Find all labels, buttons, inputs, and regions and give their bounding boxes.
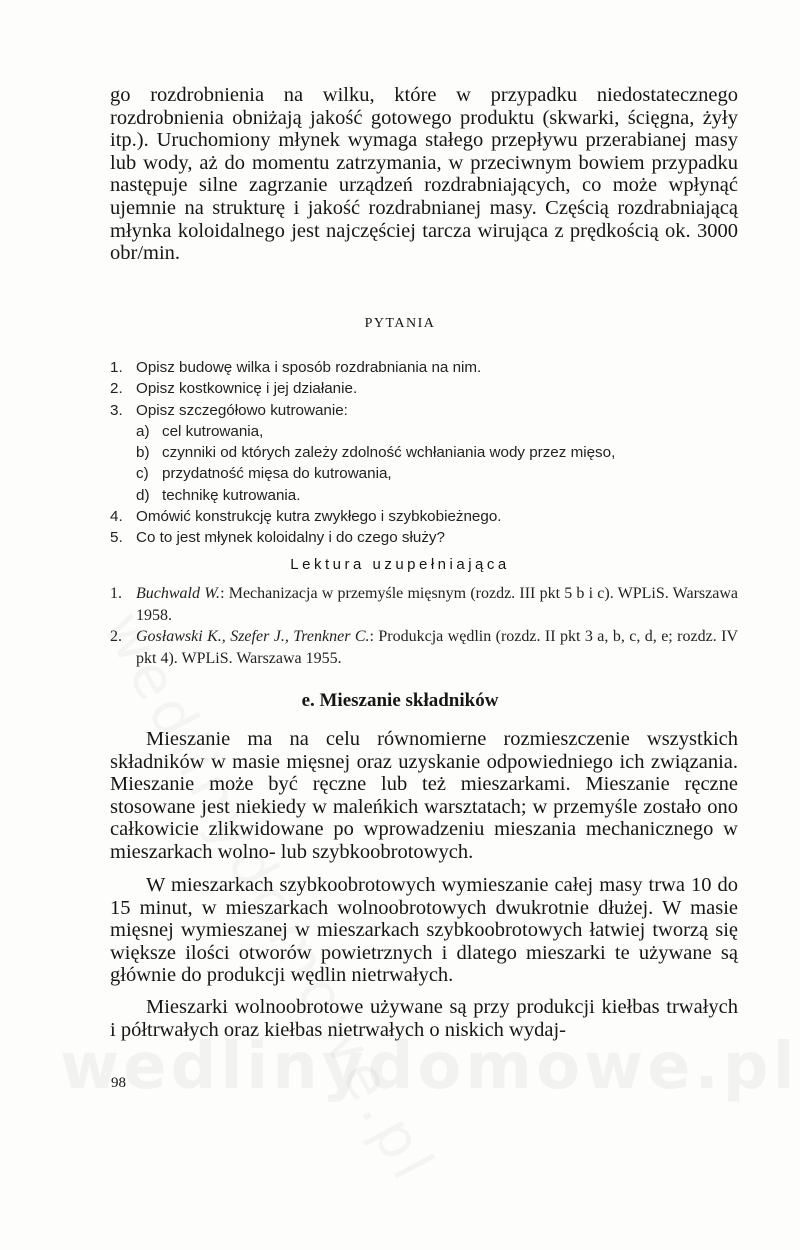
intro-paragraph: go rozdrobnienia na wilku, które w przypadku niedostatecznego rozdrobnienia obniżają jakość gotowego produktu (skwarki, ścięgna, żyły itp.). Uruchomiony młynek wymaga stałego przepływu przerabianej masy lub wody, aż do momentu zatrzymania, w przeciwnym bowiem przypadku następuje silne zagrzanie urządzeń rozdrabniających, co może wpłynąć ujemnie na strukturę i jakość rozdrabnianej masy. Częścią rozdrabniającą młynka koloidalnego jest najczęściej tarcza wirująca z prędkością ok. 3000 obr/min.	[110, 84, 738, 265]
reading-number: 2.	[110, 628, 122, 645]
page-number: 98	[111, 1075, 126, 1091]
question-number: 3.	[110, 401, 123, 419]
question-item	[110, 400, 750, 421]
subitem-text: czynniki od których zależy zdolność wchłaniania wody przez mięso,	[162, 444, 616, 462]
subitem-text: przydatność mięsa do kutrowania,	[162, 465, 392, 483]
question-subitem	[110, 421, 750, 442]
reading-text: : Mechanizacja w przemyśle mięsnym (rozdz. III pkt 5 b i c). WPLiS. Warszawa 1958.	[136, 585, 738, 624]
section-paragraph: Mieszarki wolnoobrotowe używane są przy produkcji kiełbas trwałych i półtrwałych oraz kiełbas nietrwałych o niskich wydaj-	[110, 996, 738, 1041]
question-subitem	[110, 442, 750, 463]
question-item	[110, 378, 750, 399]
subitem-text: cel kutrowania,	[162, 422, 264, 440]
reading-author: Buchwald W.	[136, 585, 221, 602]
reading-item	[110, 583, 738, 626]
question-subitem	[110, 463, 750, 484]
subitem-letter: a)	[136, 422, 150, 440]
reading-item	[110, 626, 738, 669]
reading-body	[136, 626, 738, 669]
reading-number: 1.	[110, 585, 122, 602]
section-title: e. Mieszanie składników	[301, 690, 499, 711]
section-paragraph: Mieszanie ma na celu równomierne rozmieszczenie wszystkich składników w masie mięsnej oraz uzyskanie odpowiedniego ich związania. Mieszanie może być ręczne lub też mieszarkami. Mieszanie ręczne stosowane jest niekiedy w maleńkich warsztatach; w przemyśle zostało ono całkowicie zlikwidowane po wprowadzeniu mieszania mechanicznego w mieszarkach wolno- lub szybkoobrotowych.	[110, 728, 738, 863]
question-text: Opisz szczegółowo kutrowanie:	[136, 401, 348, 419]
question-number: 4.	[110, 508, 123, 526]
questions-list	[110, 357, 750, 549]
reading-body	[136, 583, 738, 626]
question-text: Omówić konstrukcję kutra zwykłego i szybkobieżnego.	[136, 508, 502, 526]
question-text: Opisz kostkownicę i jej działanie.	[136, 380, 358, 398]
subitem-letter: d)	[136, 486, 150, 504]
subitem-letter: b)	[136, 444, 150, 462]
questions-title: PYTANIA	[364, 316, 436, 331]
question-subitem	[110, 485, 750, 506]
question-item	[110, 506, 750, 527]
question-item	[110, 527, 750, 548]
subitem-text: technikę kutrowania.	[162, 486, 301, 504]
question-number: 2.	[110, 380, 123, 398]
reading-text: : Produkcja wędlin (rozdz. II pkt 3 a, b, c, d, e; rozdz. IV pkt 4). WPLiS. Warszawa 1955.	[136, 628, 738, 667]
reading-title: Lektura uzupełniająca	[290, 556, 510, 573]
question-text: Co to jest młynek koloidalny i do czego służy?	[136, 529, 445, 547]
question-number: 5.	[110, 529, 123, 547]
reading-author: Gosławski K., Szefer J., Trenkner C.	[136, 628, 370, 645]
question-text: Opisz budowę wilka i sposób rozdrabniania na nim.	[136, 359, 482, 376]
subitem-letter: c)	[136, 465, 149, 483]
question-number: 1.	[110, 359, 123, 376]
reading-list	[110, 583, 738, 669]
question-item	[110, 357, 750, 378]
section-paragraph: W mieszarkach szybkoobrotowych wymieszanie całej masy trwa 10 do 15 minut, w mieszarkach wolnoobrotowych dwukrotnie dłużej. W masie mięsnej wymieszanej w mieszarkach szybkoobrotowych łatwiej tworzą się większe ilości otworów powietrznych i dlatego mieszarki te używane są głównie do produkcji wędlin nietrwałych.	[110, 874, 738, 987]
